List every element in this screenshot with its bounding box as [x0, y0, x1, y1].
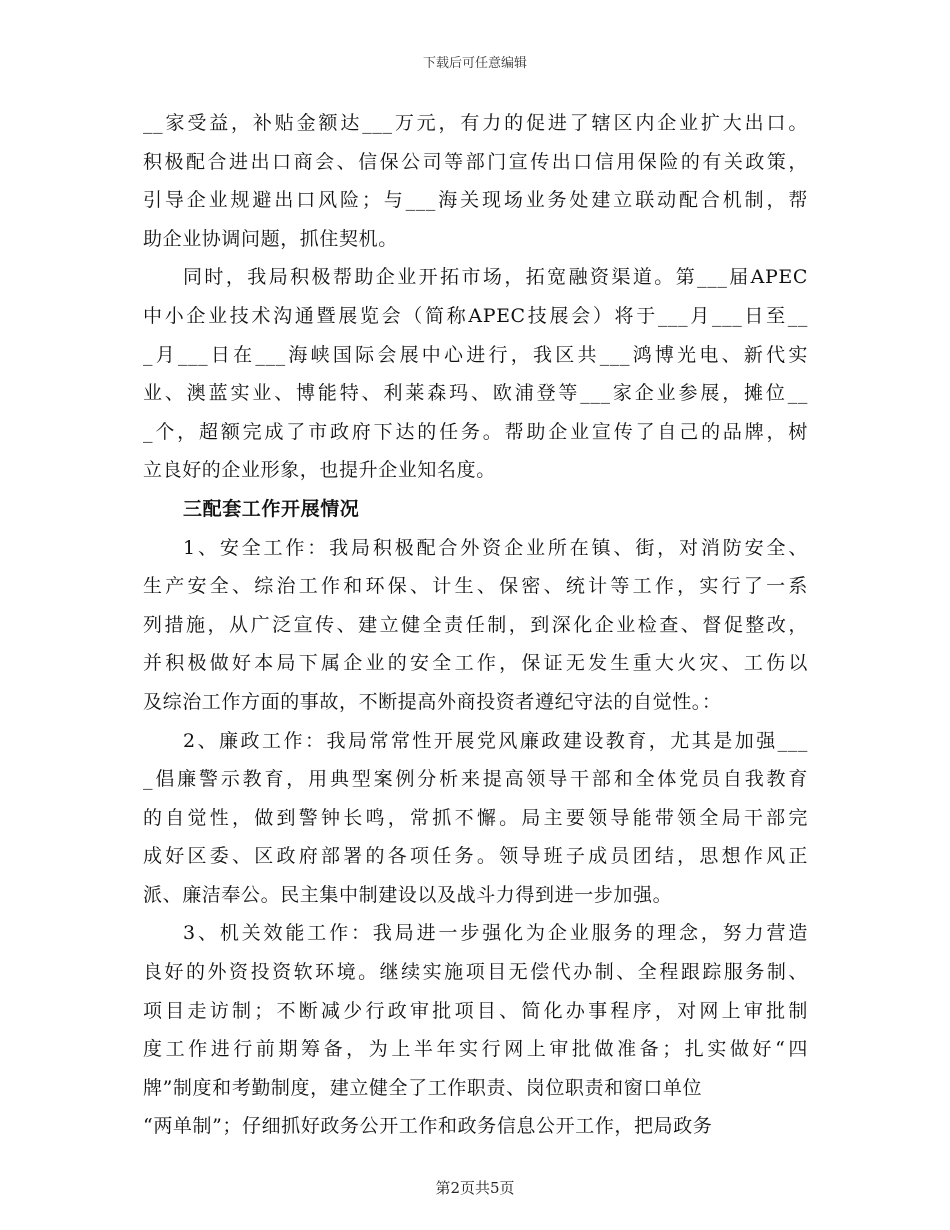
text-line: 良好的外资投资软环境。继续实施项目无偿代办制、全程跟踪服务制、: [143, 961, 808, 984]
text-line: 度工作进行前期筹备，为上半年实行网上审批做准备；扎实做好“四: [143, 1038, 808, 1061]
text-line: 列措施，从广泛宣传、建立健全责任制，到深化企业检查、督促整改，: [143, 613, 808, 636]
text-line: _倡廉警示教育，用典型案例分析来提高领导干部和全体党员自我教育: [143, 768, 808, 791]
page-footer: 第2页共5页: [435, 1179, 515, 1197]
text-line: 的自觉性，做到警钟长鸣，常抓不懈。局主要领导能带领全局干部完: [143, 806, 808, 829]
text-line: 立良好的企业形象，也提升企业知名度。: [143, 459, 496, 482]
section-heading: 三配套工作开展情况: [183, 497, 360, 520]
text-line: __家受益，补贴金额达___万元，有力的促进了辖区内企业扩大出口。: [143, 112, 808, 134]
page-header: 下载后可任意编辑: [422, 56, 527, 71]
text-line: 助企业协调问题，抓住契机。: [143, 227, 398, 250]
text-line: “两单制”；仔细抓好政务公开工作和政务信息公开工作，把局政务: [143, 1115, 713, 1138]
text-line: 2、廉政工作：我局常常性开展党风廉政建设教育，尤其是加强___: [183, 729, 808, 752]
text-line: 牌”制度和考勤制度，建立健全了工作职责、岗位职责和窗口单位: [143, 1076, 703, 1099]
text-line: 生产安全、综治工作和环保、计生、保密、统计等工作，实行了一系: [143, 575, 808, 598]
text-line: 同时，我局积极帮助企业开拓市场，拓宽融资渠道。第___届APEC: [183, 266, 808, 289]
text-line: 成好区委、区政府部署的各项任务。领导班子成员团结，思想作风正: [143, 845, 808, 868]
text-line: 项目走访制；不断减少行政审批项目、简化办事程序，对网上审批制: [143, 999, 808, 1022]
text-line: 派、廉洁奉公。民主集中制建设以及战斗力得到进一步加强。: [143, 883, 673, 906]
text-line: 积极配合进出口商会、信保公司等部门宣传出口信用保险的有关政策，: [143, 150, 808, 173]
text-line: _个，超额完成了市政府下达的任务。帮助企业宣传了自己的品牌，树: [143, 420, 808, 443]
text-line: 及综治工作方面的事故，不断提高外商投资者遵纪守法的自觉性。：: [143, 690, 722, 713]
text-line: 引导企业规避出口风险；与___海关现场业务处建立联动配合机制，帮: [143, 189, 808, 212]
document-body: [143, 104, 808, 1146]
text-line: 3、机关效能工作：我局进一步强化为企业服务的理念，努力营造: [183, 922, 808, 945]
text-line: 中小企业技术沟通暨展览会（简称APEC技展会）将于___月___日至__: [143, 304, 808, 327]
text-line: _月___日在___海峡国际会展中心进行，我区共___鸿博光电、新代实: [143, 343, 808, 366]
text-line: 1、安全工作：我局积极配合外资企业所在镇、街，对消防安全、: [183, 536, 808, 559]
text-line: 业、澳蓝实业、博能特、利莱森玛、欧浦登等___家企业参展，摊位__: [143, 382, 808, 405]
text-line: 并积极做好本局下属企业的安全工作，保证无发生重大火灾、工伤以: [143, 652, 808, 675]
